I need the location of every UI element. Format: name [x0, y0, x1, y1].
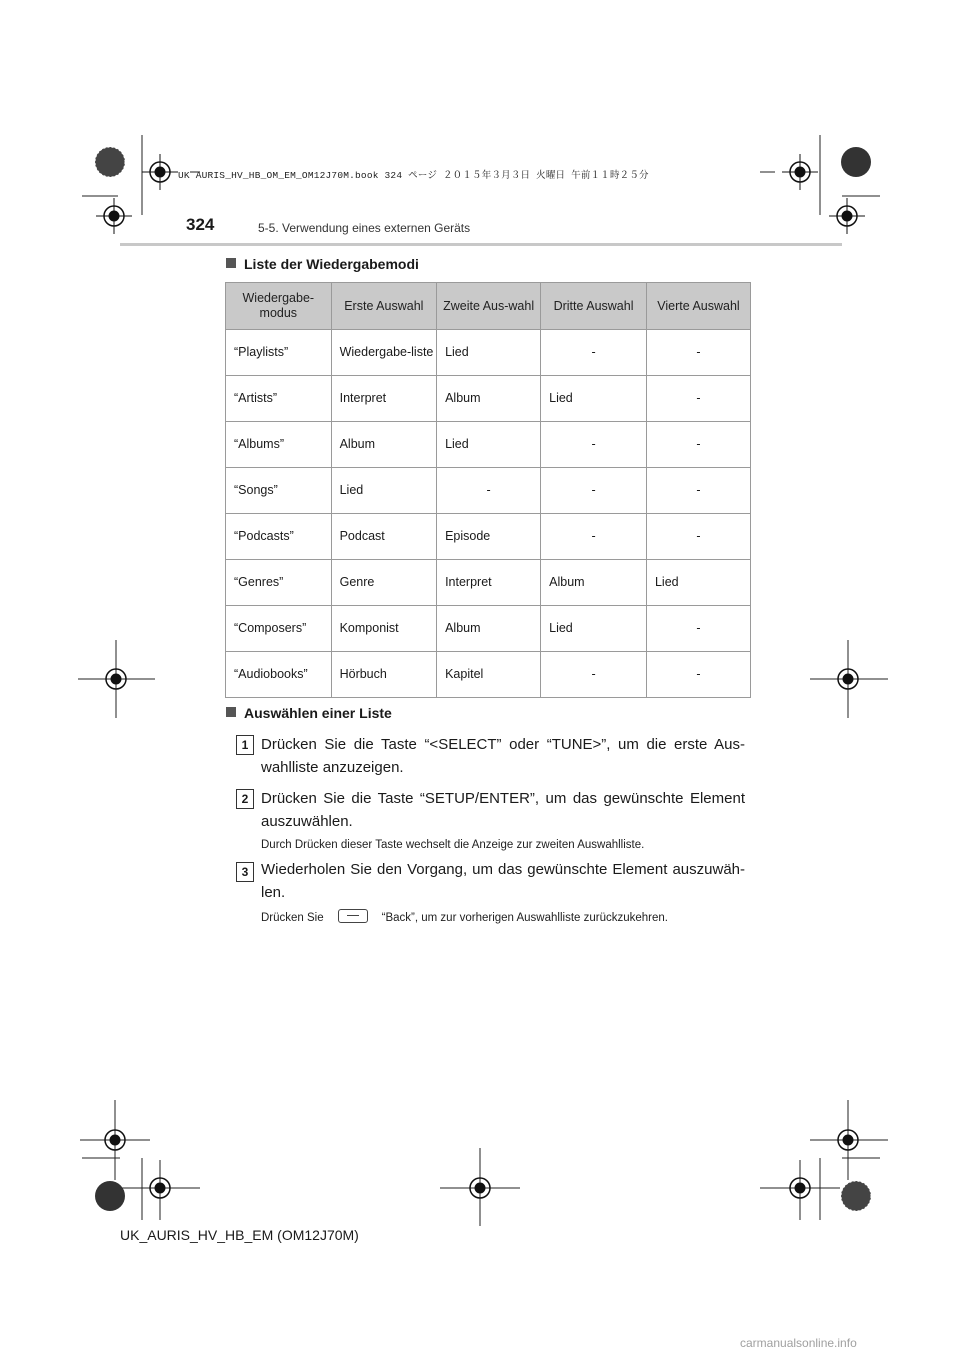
table-header-cell: Dritte Auswahl: [541, 283, 647, 330]
back-button-icon: [338, 909, 368, 923]
table-cell: Album: [437, 606, 541, 652]
table-cell: Album: [541, 560, 647, 606]
table-row: [226, 560, 751, 606]
table-cell: “Composers”: [226, 606, 332, 652]
table-cell: Lied: [646, 560, 750, 606]
table-cell: Album: [331, 422, 436, 468]
footer-model-code: UK_AURIS_HV_HB_EM (OM12J70M): [120, 1227, 359, 1243]
table-cell: -: [541, 330, 647, 376]
table-cell: Interpret: [331, 376, 436, 422]
book-file-line: UK AURIS_HV_HB_OM_EM_OM12J70M.book 324 ページ ２０１５年３月３日 火曜日 午前１１時２５分: [178, 170, 649, 181]
section-heading-playback-modes: Liste der Wiedergabemodi: [226, 256, 419, 272]
table-cell: Interpret: [437, 560, 541, 606]
table-cell: -: [646, 652, 750, 698]
playback-modes-table: [225, 282, 751, 698]
table-row: [226, 514, 751, 560]
table-cell: -: [541, 514, 647, 560]
table-cell: Podcast: [331, 514, 436, 560]
step-number-1: 1: [236, 735, 254, 755]
table-cell: -: [646, 468, 750, 514]
table-cell: -: [541, 422, 647, 468]
table-row: [226, 422, 751, 468]
table-row: [226, 376, 751, 422]
table-row: [226, 652, 751, 698]
table-cell: “Genres”: [226, 560, 332, 606]
table-row: [226, 606, 751, 652]
watermark: carmanualsonline.info: [740, 1336, 857, 1350]
table-cell: -: [646, 422, 750, 468]
table-cell: -: [541, 468, 647, 514]
square-bullet-icon: [226, 707, 236, 717]
header-divider: [120, 243, 842, 246]
note-suffix: “Back”, um zur vorherigen Auswahlliste zurückzukehren.: [381, 912, 668, 924]
table-cell: Wiedergabe-liste: [331, 330, 436, 376]
header-title: 5-5. Verwendung eines externen Geräts: [258, 221, 471, 235]
table-header-cell: Vierte Auswahl: [646, 283, 750, 330]
table-header-cell: Erste Auswahl: [331, 283, 436, 330]
step-number-3: 3: [236, 862, 254, 882]
table-header-row: [226, 283, 751, 330]
square-bullet-icon: [226, 258, 236, 268]
table-cell: “Podcasts”: [226, 514, 332, 560]
table-cell: Episode: [437, 514, 541, 560]
table-cell: Lied: [541, 376, 647, 422]
table-cell: -: [646, 330, 750, 376]
table-cell: “Playlists”: [226, 330, 332, 376]
table-cell: “Albums”: [226, 422, 332, 468]
table-cell: Lied: [331, 468, 436, 514]
table-cell: -: [541, 652, 647, 698]
table-cell: Komponist: [331, 606, 436, 652]
table-cell: Album: [437, 376, 541, 422]
table-cell: -: [646, 606, 750, 652]
table-cell: Kapitel: [437, 652, 541, 698]
table-cell: -: [646, 514, 750, 560]
table-cell: “Artists”: [226, 376, 332, 422]
step-text-3: Wiederholen Sie den Vorgang, um das gewünschte Element auszuwäh-len.: [261, 861, 745, 901]
step-text-2: Drücken Sie die Taste “SETUP/ENTER”, um das gewünschte Element auszuwählen.: [261, 790, 745, 830]
table-cell: Lied: [437, 422, 541, 468]
table-row: [226, 330, 751, 376]
table-cell: “Songs”: [226, 468, 332, 514]
table-header-cell: Zweite Aus-wahl: [437, 283, 541, 330]
table-cell: Lied: [437, 330, 541, 376]
table-cell: -: [646, 376, 750, 422]
table-row: [226, 468, 751, 514]
step-number-2: 2: [236, 789, 254, 809]
table-cell: Genre: [331, 560, 436, 606]
section-heading-select-list: Auswählen einer Liste: [226, 705, 392, 721]
page-number: 324: [186, 215, 215, 234]
table-cell: Hörbuch: [331, 652, 436, 698]
note-prefix: Drücken Sie: [261, 912, 324, 924]
step-2-note: Durch Drücken dieser Taste wechselt die Anzeige zur zweiten Auswahlliste.: [261, 839, 645, 851]
step-text-1: Drücken Sie die Taste “<SELECT” oder “TUNE>”, um die erste Aus-wahlliste anzuzeigen.: [261, 736, 745, 776]
table-cell: Lied: [541, 606, 647, 652]
table-cell: “Audiobooks”: [226, 652, 332, 698]
table-header-cell: Wiedergabe-modus: [226, 283, 332, 330]
table-cell: -: [437, 468, 541, 514]
step-3-note: [261, 909, 668, 924]
